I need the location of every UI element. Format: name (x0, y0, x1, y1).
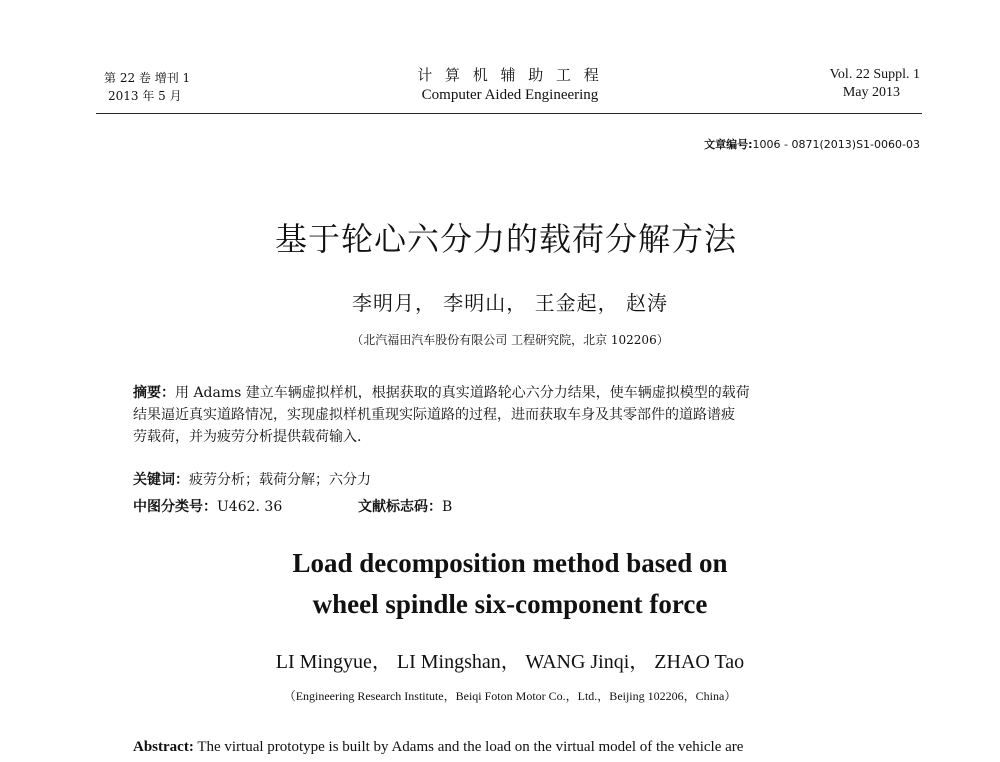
article-id-value: 1006 - 0871(2013)S1-0060-03 (752, 138, 920, 151)
doc-code (358, 496, 452, 516)
header-volume-cn: 第 22 卷 增刊 1 (104, 71, 191, 85)
classification (133, 496, 282, 516)
article-id (704, 136, 920, 152)
keywords-cn (133, 469, 371, 489)
article-id-label: 文章编号: (704, 138, 753, 151)
header-rule (96, 113, 922, 114)
keywords-cn-label: 关键词： (133, 472, 189, 488)
header-date-cn: 2013 年 5 月 (108, 89, 182, 103)
clc-label: 中图分类号： (133, 499, 217, 515)
affiliation-en: （Engineering Research Institute，Beiqi Foton Motor Co.，Ltd.，Beijing 102206，China） (283, 689, 737, 703)
abstract-cn (133, 382, 903, 448)
clc-value: U462. 36 (217, 499, 283, 515)
affiliation-cn: （北汽福田汽车股份有限公司 工程研究院，北京 102206） (351, 333, 669, 347)
abstract-en (133, 739, 743, 756)
authors-cn: 李明月， 李明山， 王金起， 赵涛 (351, 291, 669, 315)
header-volume-en: Vol. 22 Suppl. 1 (829, 67, 920, 82)
abstract-cn-label: 摘要： (133, 385, 175, 401)
header-journal-cn: 计 算 机 辅 助 工 程 (417, 66, 603, 84)
page-title-en-line-2: wheel spindle six-component force (312, 589, 708, 619)
abstract-en-text: The virtual prototype is built by Adams and the load on the virtual model of the vehicle are (197, 739, 744, 755)
doc-code-label: 文献标志码： (358, 499, 442, 515)
header-date-en: May 2013 (842, 85, 900, 100)
keywords-cn-value: 疲劳分析；载荷分解；六分力 (189, 472, 371, 488)
doc-code-value: B (442, 499, 453, 515)
abstract-cn-line-3: 劳载荷，并为疲劳分析提供载荷输入. (133, 429, 362, 445)
abstract-en-label: Abstract: (133, 739, 194, 755)
abstract-cn-line-1: 摘要：用 Adams 建立车辆虚拟样机，根据获取的真实道路轮心六分力结果，使车辆虚拟模型的载荷 (133, 385, 750, 401)
authors-en: LI Mingyue， LI Mingshan， WANG Jinqi， ZHAO Tao (275, 651, 745, 673)
page-title-en-line-1: Load decomposition method based on (292, 548, 728, 578)
page-title-cn: 基于轮心六分力的载荷分解方法 (274, 220, 737, 258)
abstract-cn-line-2: 结果逼近真实道路情况，实现虚拟样机重现实际道路的过程，进而获取车身及其零部件的道路谱疲 (133, 407, 735, 423)
header-journal-en: Computer Aided Engineering (421, 87, 599, 103)
